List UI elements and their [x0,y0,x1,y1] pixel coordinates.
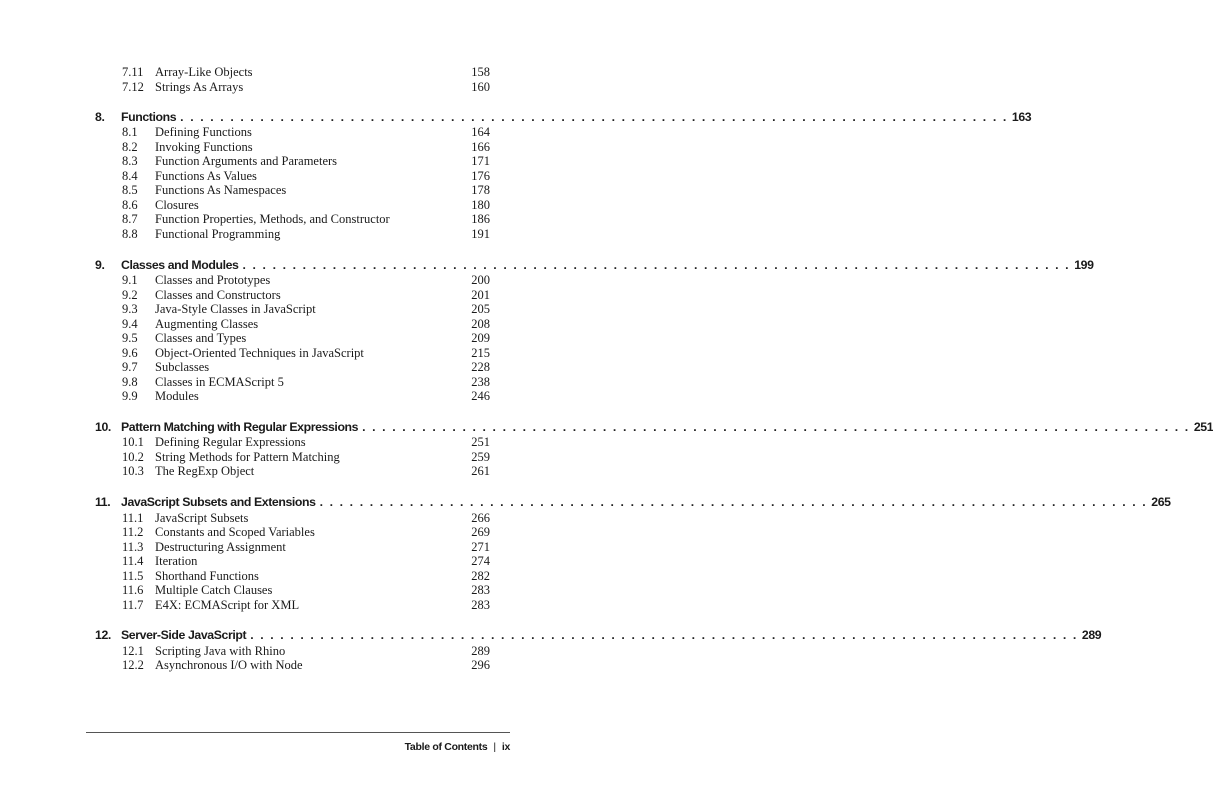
section-title: Shorthand Functions [155,569,259,583]
section-page: 164 [471,125,490,139]
toc-section [122,273,490,288]
section-number: 9.9 [122,389,138,403]
section-title: Iteration [155,554,198,568]
section-page: 186 [471,212,490,226]
section-page: 282 [471,569,490,583]
chapter-page: 289 [1081,628,1102,642]
section-page: 261 [471,464,490,478]
section-title: String Methods for Pattern Matching [155,450,340,464]
section-number: 8.1 [122,125,138,139]
toc-section [122,65,490,80]
section-title: Java-Style Classes in JavaScript [155,302,316,316]
toc-chapter [95,627,1102,643]
toc-section [122,389,490,404]
section-title: Classes in ECMAScript 5 [155,375,284,389]
section-page: 266 [471,511,490,525]
toc-section [122,464,490,479]
toc-section [122,183,490,198]
toc-section [122,598,490,613]
toc-section [122,658,490,673]
section-page: 251 [471,435,490,449]
section-title: Augmenting Classes [155,317,259,331]
section-title: Asynchronous I/O with Node [155,658,303,672]
section-number: 8.5 [122,183,138,197]
section-page: 180 [471,198,490,212]
section-page: 166 [471,140,490,154]
toc-section [122,644,490,659]
toc-section [122,511,490,526]
section-title: Defining Regular Expressions [155,435,306,449]
section-page: 205 [471,302,490,316]
section-title: Defining Functions [155,125,252,139]
section-title: Subclasses [155,360,210,374]
section-number: 11.5 [122,569,144,583]
chapter-page: 199 [1074,258,1094,272]
section-title: Modules [155,389,199,403]
toc-section [122,288,490,303]
chapter-number: 8. [95,110,105,124]
section-number: 11.4 [122,554,144,568]
chapter-page: 163 [1011,110,1032,124]
toc-section [122,525,490,540]
toc-section [122,540,490,555]
section-title: Classes and Types [155,331,247,345]
toc-section [122,317,490,332]
section-page: 271 [471,540,490,554]
toc-chapter [95,257,1094,273]
leader-dots: . . . . . . . . . . . . . . . . . . . . . . . . . . . . . . . . . . . . . . . . . . . . . . . . . . . . . . . . . . . . . . . . . . . . . . . . . . . . . . . . . . . [319,495,1148,509]
toc-section [122,154,490,169]
chapter-number: 9. [95,258,105,272]
footer-page-number: ix [501,741,510,753]
section-number: 11.3 [122,540,144,554]
section-title: Functions As Values [155,169,257,183]
section-title: E4X: ECMAScript for XML [155,598,300,612]
leader-dots: . . . . . . . . . . . . . . . . . . . . . . . . . . . . . . . . . . . . . . . . . . . . . . . . . . . . . . . . . . . . . . . . . . . . . . . . . . . . . . . . . . . [362,420,1190,434]
section-number: 9.2 [122,288,138,302]
section-number: 10.3 [122,464,144,478]
section-number: 8.2 [122,140,138,154]
section-number: 7.11 [122,65,144,79]
section-page: 283 [471,598,490,612]
section-number: 11.1 [122,511,144,525]
section-number: 11.6 [122,583,144,597]
footer-separator: | [493,741,496,753]
section-page: 201 [471,288,490,302]
toc-section [122,360,490,375]
toc-section [122,227,490,242]
section-number: 12.2 [122,658,144,672]
toc-section [122,302,490,317]
section-title: Functional Programming [155,227,281,241]
section-number: 9.1 [122,273,138,287]
chapter-title: Functions [121,110,177,124]
chapter-title: Pattern Matching with Regular Expressions [121,420,359,434]
section-number: 11.7 [122,598,144,612]
toc-chapter [95,419,1213,435]
section-number: 9.6 [122,346,138,360]
section-page: 171 [471,154,490,168]
section-number: 8.3 [122,154,138,168]
section-page: 289 [471,644,490,658]
section-title: Destructuring Assignment [155,540,286,554]
toc-section [122,554,490,569]
chapter-number: 10. [95,420,111,434]
toc-section [122,140,490,155]
section-number: 8.8 [122,227,138,241]
section-page: 283 [471,583,490,597]
toc-chapter [95,109,1032,125]
toc-section [122,569,490,584]
section-page: 274 [471,554,490,568]
chapter-page: 251 [1193,420,1213,434]
toc-section [122,375,490,390]
section-title: Scripting Java with Rhino [155,644,286,658]
section-page: 176 [471,169,490,183]
chapter-number: 11. [95,495,111,509]
toc-section [122,346,490,361]
section-title: Function Properties, Methods, and Constructor [155,212,390,226]
chapter-title: JavaScript Subsets and Extensions [121,495,316,509]
section-page: 269 [471,525,490,539]
leader-dots: . . . . . . . . . . . . . . . . . . . . . . . . . . . . . . . . . . . . . . . . . . . . . . . . . . . . . . . . . . . . . . . . . . . . . . . . . . . . . . . . . . . [250,628,1078,642]
toc-section [122,198,490,213]
section-title: Multiple Catch Clauses [155,583,273,597]
section-number: 9.3 [122,302,138,316]
section-title: Function Arguments and Parameters [155,154,338,168]
section-page: 200 [471,273,490,287]
toc-section [122,450,490,465]
section-page: 158 [471,65,490,79]
section-number: 12.1 [122,644,144,658]
section-number: 9.5 [122,331,138,345]
toc-section [122,212,490,227]
section-page: 209 [471,331,490,345]
section-number: 8.7 [122,212,138,226]
section-number: 9.4 [122,317,138,331]
section-number: 10.1 [122,435,144,449]
section-page: 296 [471,658,490,672]
section-title: Closures [155,198,199,212]
chapter-number: 12. [95,628,111,642]
section-title: Invoking Functions [155,140,253,154]
section-number: 11.2 [122,525,144,539]
toc-section [122,125,490,140]
section-title: Classes and Prototypes [155,273,271,287]
section-page: 259 [471,450,490,464]
toc-section [122,435,490,450]
toc-section [122,80,490,95]
section-page: 208 [471,317,490,331]
section-title: Functions As Namespaces [155,183,287,197]
section-title: Strings As Arrays [155,80,244,94]
toc-chapter [95,494,1171,510]
section-number: 10.2 [122,450,144,464]
chapter-title: Classes and Modules [121,258,239,272]
section-title: Classes and Constructors [155,288,281,302]
section-number: 9.8 [122,375,138,389]
section-title: The RegExp Object [155,464,255,478]
leader-dots: . . . . . . . . . . . . . . . . . . . . . . . . . . . . . . . . . . . . . . . . . . . . . . . . . . . . . . . . . . . . . . . . . . . . . . . . . . . . . . . . . . . [180,110,1008,124]
section-title: Array-Like Objects [155,65,253,79]
chapter-page: 265 [1151,495,1171,509]
toc-section [122,169,490,184]
section-title: Object-Oriented Techniques in JavaScript [155,346,364,360]
section-page: 228 [471,360,490,374]
section-page: 246 [471,389,490,403]
section-title: Constants and Scoped Variables [155,525,315,539]
footer-label: Table of Contents [404,741,488,753]
chapter-title: Server-Side JavaScript [121,628,247,642]
section-page: 160 [471,80,490,94]
section-title: JavaScript Subsets [155,511,249,525]
section-page: 191 [471,227,490,241]
section-number: 9.7 [122,360,138,374]
section-page: 238 [471,375,490,389]
toc-section [122,583,490,598]
section-page: 178 [471,183,490,197]
section-number: 8.4 [122,169,138,183]
section-number: 8.6 [122,198,138,212]
section-number: 7.12 [122,80,144,94]
footer-rule [86,732,510,733]
toc-section [122,331,490,346]
page-footer [396,740,510,755]
leader-dots: . . . . . . . . . . . . . . . . . . . . . . . . . . . . . . . . . . . . . . . . . . . . . . . . . . . . . . . . . . . . . . . . . . . . . . . . . . . . . . . . . . . [242,258,1071,272]
section-page: 215 [471,346,490,360]
